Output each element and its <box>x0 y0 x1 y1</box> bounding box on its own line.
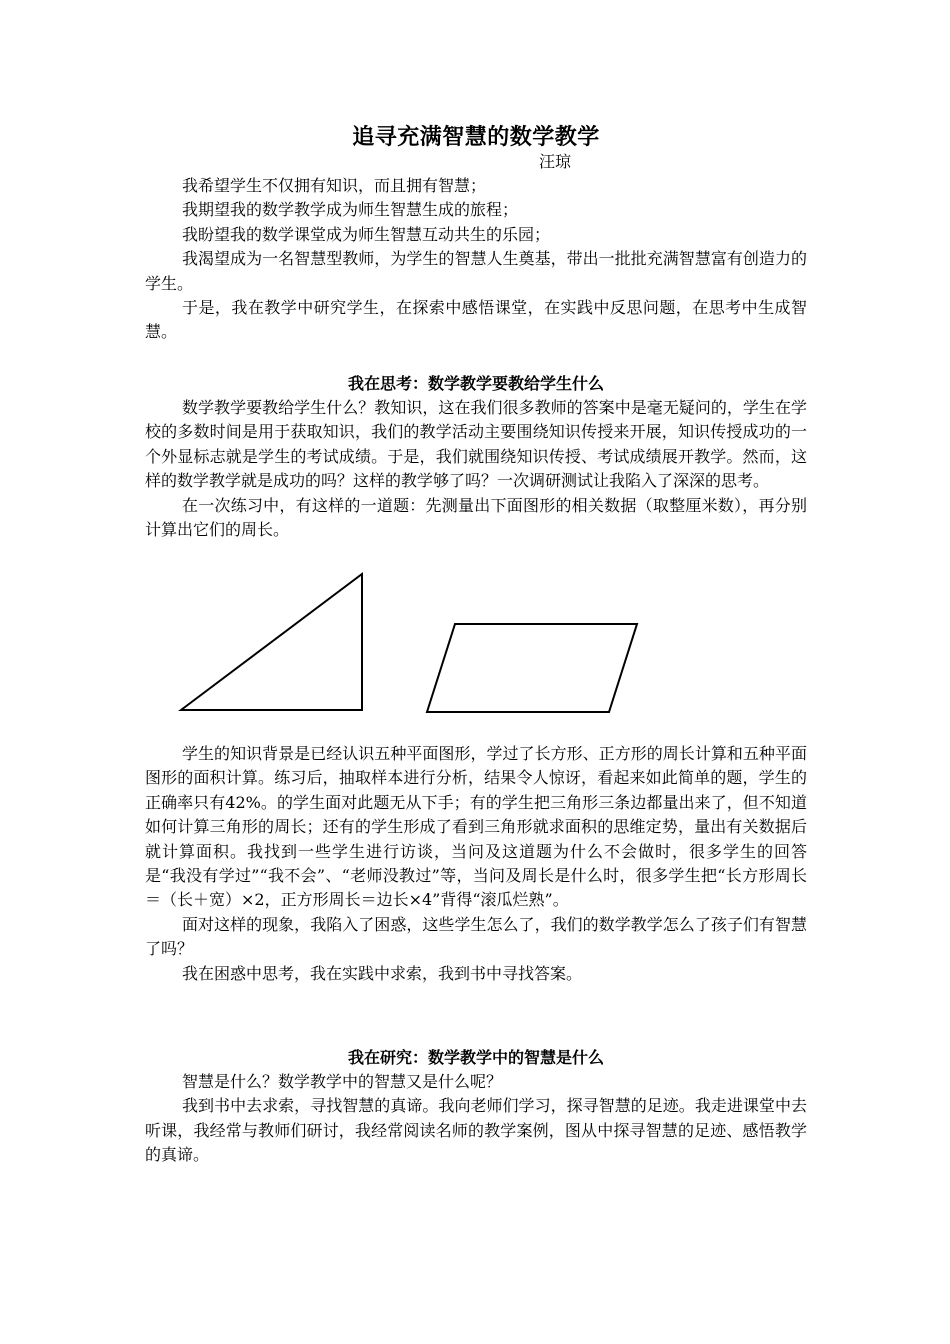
body-paragraph: 我在困惑中思考，我在实践中求索，我到书中寻找答案。 <box>182 963 583 983</box>
right-triangle-shape <box>181 574 362 710</box>
section-heading: 我在思考：数学教学要教给学生什么 <box>347 374 604 393</box>
document-author: 汪琼 <box>539 152 572 171</box>
section-thinking <box>145 372 807 542</box>
section-thinking-continued <box>145 742 807 986</box>
intro-paragraph: 于是，我在教学中研究学生，在探索中感悟课堂，在实践中反思问题，在思考中生成智慧。 <box>145 298 807 342</box>
body-paragraph: 在一次练习中，有这样的一道题：先测量出下面图形的相关数据（取整厘米数），再分别计算出它们的周长。 <box>145 495 807 540</box>
geometry-figure <box>175 568 795 728</box>
body-paragraph: 学生的知识背景是已经认识五种平面图形，学过了长方形、正方形的周长计算和五种平面图形的面积计算。练习后，抽取样本进行分析，结果令人惊讶，看起来如此简单的题，学生的正确率只有42%。的学生面对此题无从下手；有的学生把三角形三条边都量出来了，但不知道如何计算三角形的周长；还有的学生形成了看到三角形就求面积的思维定势，量出有关数据后就计算面积。我找到一些学生进行访谈，当问及这道题为什么不会做时，很多学生的回答是“我没有学过”“我不会”、“老师没教过”等，当问及周长是什么时，很多学生把“长方形周长＝（长＋宽）×2，正方形周长＝边长×4”背得“滚瓜烂熟”。 <box>145 744 807 910</box>
section-heading: 我在研究：数学教学中的智慧是什么 <box>347 1048 604 1067</box>
body-paragraph: 面对这样的现象，我陷入了困惑，这些学生怎么了，我们的数学教学怎么了孩子们有智慧了吗？ <box>145 914 807 959</box>
body-paragraph: 数学教学要教给学生什么？教知识，这在我们很多教师的答案中是毫无疑问的，学生在学校的多数时间是用于获取知识，我们的教学活动主要围绕知识传授来开展，知识传授成功的一个外显标志就是学生的考试成绩。于是，我们就围绕知识传授、考试成绩展开教学。然而，这样的数学教学就是成功的吗？这样的教学够了吗？一次调研测试让我陷入了深深的思考。 <box>145 398 807 491</box>
parallelogram-shape <box>427 624 637 712</box>
intro-paragraph: 我盼望我的数学课堂成为师生智慧互动共生的乐园； <box>182 224 551 244</box>
document-title: 追寻充满智慧的数学教学 <box>352 124 600 150</box>
intro-paragraph: 我期望我的数学教学成为师生智慧生成的旅程； <box>182 200 519 220</box>
intro-section <box>145 174 807 345</box>
section-research <box>145 1046 807 1168</box>
intro-paragraph: 我渴望成为一名智慧型教师，为学生的智慧人生奠基，带出一批批充满智慧富有创造力的学生。 <box>145 249 807 293</box>
body-paragraph: 智慧是什么？数学教学中的智慧又是什么呢？ <box>182 1072 503 1091</box>
body-paragraph: 我到书中去求索，寻找智慧的真谛。我向老师们学习，探寻智慧的足迹。我走进课堂中去听课，我经常与教师们研讨，我经常阅读名师的教学案例，图从中探寻智慧的足迹、感悟教学的真谛。 <box>145 1096 807 1165</box>
intro-paragraph: 我希望学生不仅拥有知识，而且拥有智慧； <box>182 176 487 195</box>
